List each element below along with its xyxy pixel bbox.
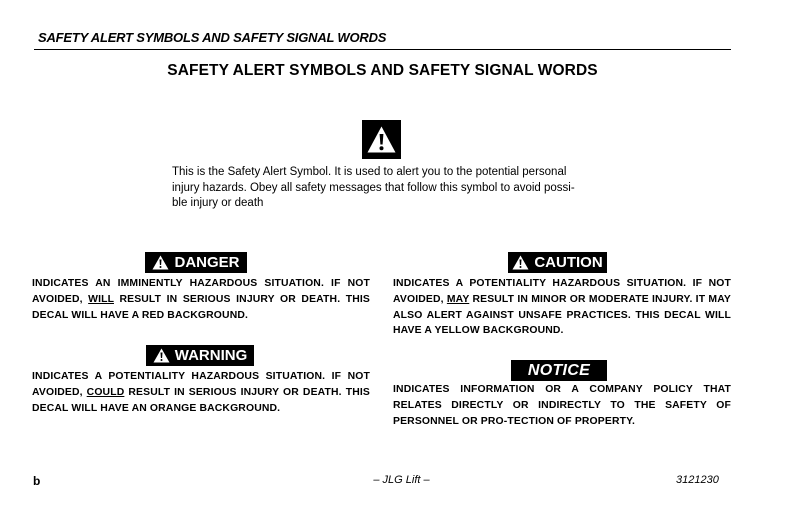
warning-emphasis: COULD [86, 386, 125, 398]
footer-doc-number: 3121230 [676, 474, 719, 486]
page-title: SAFETY ALERT SYMBOLS AND SAFETY SIGNAL WORDS [167, 62, 598, 79]
warning-triangle-icon [512, 255, 529, 270]
notice-label: NOTICE [527, 361, 591, 379]
description-line: ble injury or death [172, 197, 264, 209]
warning-label: WARNING [174, 347, 248, 364]
safety-alert-symbol [362, 120, 401, 159]
caution-emphasis: MAY [446, 293, 470, 305]
description-line: injury hazards. Obey all safety messages that follow this symbol to avoid possi- [172, 181, 575, 194]
danger-description [32, 276, 370, 323]
danger-label: DANGER [174, 254, 240, 271]
footer-center-title: – JLG Lift – [373, 474, 430, 486]
danger-badge [145, 252, 247, 273]
warning-triangle-icon [152, 255, 169, 270]
footer-page-letter: b [33, 474, 41, 488]
warning-triangle-icon [366, 125, 397, 154]
caution-description [393, 276, 731, 339]
caution-text-before: INDICATES A POTENTIALITY HAZARDOUS SITUATION. IF NOT AVOIDED, [393, 278, 731, 305]
danger-emphasis: WILL [88, 293, 114, 305]
warning-text-before: INDICATES A POTENTIALITY HAZARDOUS SITUATION. IF NOT AVOIDED, [32, 371, 370, 398]
danger-text-before: INDICATES AN IMMINENTLY HAZARDOUS SITUATION. IF NOT AVOIDED, [32, 278, 370, 305]
warning-triangle-icon [153, 348, 170, 363]
running-header-title: SAFETY ALERT SYMBOLS AND SAFETY SIGNAL WORDS [38, 30, 387, 45]
description-line: This is the Safety Alert Symbol. It is used to alert you to the potential personal [172, 166, 567, 178]
caution-badge [508, 252, 607, 273]
warning-badge [146, 345, 254, 366]
alert-symbol-description [172, 165, 607, 212]
warning-description [32, 369, 370, 416]
notice-description: INDICATES INFORMATION OR A COMPANY POLICY THAT RELATES DIRECTLY OR INDIRECTLY TO THE SAFETY OF PERSONNEL OR PRO-TECTION OF PROPERTY. [393, 384, 731, 427]
caution-text-after: RESULT IN MINOR OR MODERATE INJURY. IT MAY ALSO ALERT AGAINST UNSAFE PRACTICES. THIS DECAL WILL HAVE A YELLOW BACKGROUND. [393, 293, 731, 337]
danger-text-after: RESULT IN SERIOUS INJURY OR DEATH. THIS DECAL WILL HAVE A RED BACKGROUND. [32, 293, 370, 321]
header-divider [34, 49, 731, 50]
notice-badge [511, 360, 607, 381]
caution-label: CAUTION [534, 254, 603, 271]
warning-text-after: RESULT IN SERIOUS INJURY OR DEATH. THIS DECAL WILL HAVE AN ORANGE BACKGROUND. [32, 386, 370, 414]
